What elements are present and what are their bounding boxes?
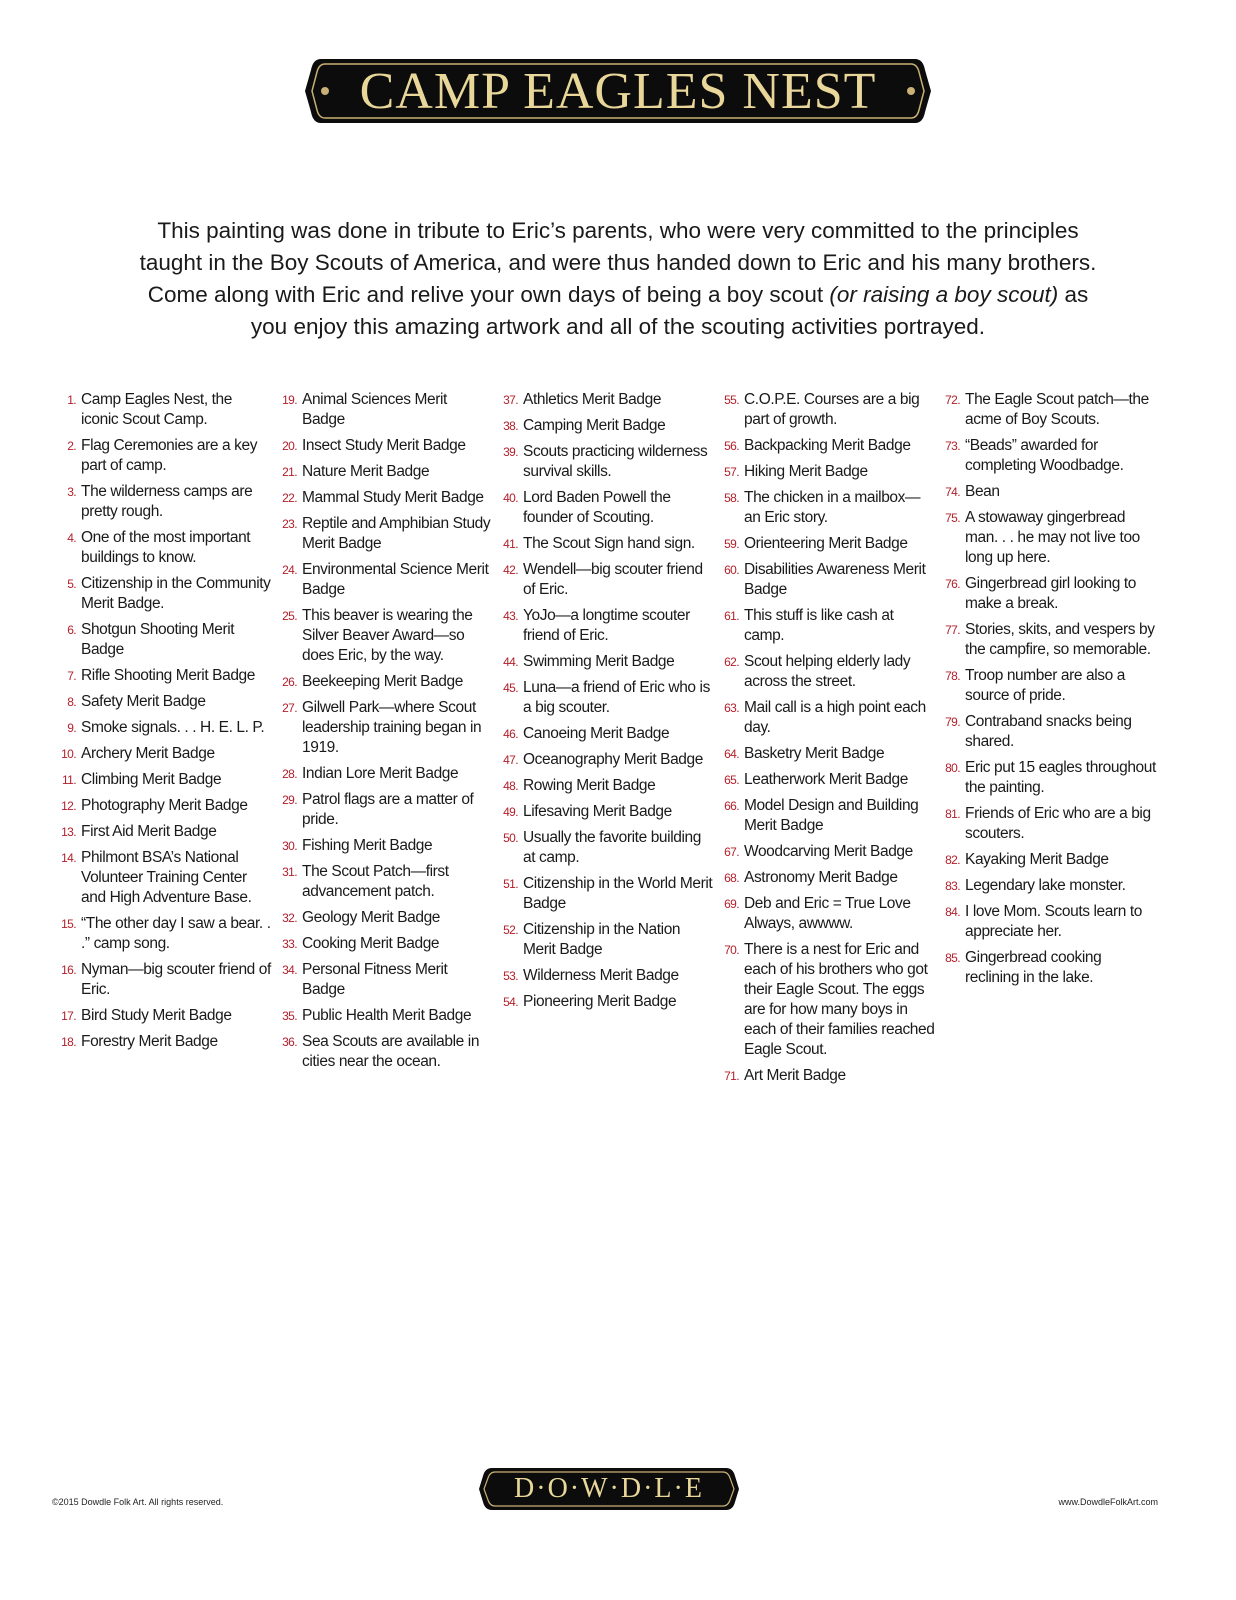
- legend-item-text: Art Merit Badge: [744, 1067, 846, 1084]
- dowdle-logo: [478, 1466, 740, 1512]
- legend-item-text: Indian Lore Merit Badge: [302, 765, 459, 782]
- legend-item: [719, 940, 935, 1060]
- legend-item: [498, 488, 714, 528]
- legend-item-number: 56.: [724, 439, 739, 453]
- legend-item: [56, 1006, 272, 1026]
- legend-item-number: 77.: [945, 623, 960, 637]
- legend-item-number: 83.: [945, 879, 960, 893]
- legend-column: [719, 390, 935, 1092]
- legend-item: [498, 920, 714, 960]
- legend-item-number: 57.: [724, 465, 739, 479]
- legend-item-number: 36.: [282, 1035, 297, 1049]
- legend-item-number: 47.: [503, 753, 518, 767]
- legend-item-text: Scout helping elderly lady across the street.: [744, 653, 911, 690]
- legend-item: [277, 934, 493, 954]
- legend-item: [277, 862, 493, 902]
- legend-item-text: Shotgun Shooting Merit Badge: [81, 621, 235, 658]
- legend-item-number: 62.: [724, 655, 739, 669]
- legend-item: [277, 606, 493, 666]
- legend-item-text: Woodcarving Merit Badge: [744, 843, 913, 860]
- legend-item-number: 55.: [724, 393, 739, 407]
- legend-item-text: Public Health Merit Badge: [302, 1007, 472, 1024]
- legend-item-text: Legendary lake monster.: [965, 877, 1126, 894]
- website-text: www.DowdleFolkArt.com: [1058, 1497, 1158, 1507]
- legend-item-number: 40.: [503, 491, 518, 505]
- legend-item: [719, 744, 935, 764]
- legend-item-text: Sea Scouts are available in cities near the ocean.: [302, 1033, 480, 1070]
- legend-item-number: 9.: [67, 721, 76, 735]
- legend-item: [56, 620, 272, 660]
- legend-item-number: 38.: [503, 419, 518, 433]
- legend-item: [719, 698, 935, 738]
- legend-item-text: Contraband snacks being shared.: [965, 713, 1132, 750]
- legend-item-text: This beaver is wearing the Silver Beaver Award—so does Eric, by the way.: [302, 607, 473, 664]
- legend-item: [940, 902, 1156, 942]
- intro-text-end: as you enjoy this amazing artwork and all of the scouting activities portrayed.: [250, 281, 1089, 339]
- legend-item-text: Wendell—big scouter friend of Eric.: [523, 561, 703, 598]
- legend-item-text: Troop number are also a source of pride.: [965, 667, 1125, 704]
- legend-item: [56, 796, 272, 816]
- copyright-text: ©2015 Dowdle Folk Art. All rights reserved.: [52, 1497, 224, 1507]
- legend-item-text: Eric put 15 eagles throughout the painting.: [965, 759, 1156, 796]
- legend-item-number: 37.: [503, 393, 518, 407]
- legend-item-number: 81.: [945, 807, 960, 821]
- legend-item-text: Citizenship in the Nation Merit Badge: [523, 921, 681, 958]
- legend-item-text: Gingerbread cooking reclining in the lake.: [965, 949, 1102, 986]
- legend-item-number: 78.: [945, 669, 960, 683]
- legend-item-text: Gilwell Park—where Scout leadership training began in 1919.: [302, 699, 482, 756]
- legend-item: [56, 666, 272, 686]
- legend-item-text: Canoeing Merit Badge: [523, 725, 670, 742]
- legend-item: [498, 828, 714, 868]
- legend-item-text: Beekeeping Merit Badge: [302, 673, 463, 690]
- legend-item-number: 6.: [67, 623, 76, 637]
- legend-item-text: YoJo—a longtime scouter friend of Eric.: [523, 607, 690, 644]
- legend-item: [56, 692, 272, 712]
- legend-item: [498, 678, 714, 718]
- legend-item-text: Athletics Merit Badge: [523, 391, 662, 408]
- legend-item-text: Oceanography Merit Badge: [523, 751, 703, 768]
- legend-item-number: 64.: [724, 747, 739, 761]
- legend-item-number: 75.: [945, 511, 960, 525]
- legend-item-number: 1.: [67, 393, 76, 407]
- legend-item-text: Geology Merit Badge: [302, 909, 441, 926]
- legend-item: [498, 442, 714, 482]
- legend-item-number: 51.: [503, 877, 518, 891]
- legend-item-text: Lord Baden Powell the founder of Scouting.: [523, 489, 671, 526]
- page-title: CAMP EAGLES NEST: [359, 62, 877, 120]
- legend-item-number: 12.: [61, 799, 76, 813]
- legend-item-text: Photography Merit Badge: [81, 797, 248, 814]
- legend-item-number: 44.: [503, 655, 518, 669]
- legend-item-number: 65.: [724, 773, 739, 787]
- legend-item: [940, 850, 1156, 870]
- legend-item-number: 63.: [724, 701, 739, 715]
- legend-item-number: 80.: [945, 761, 960, 775]
- legend-item-number: 73.: [945, 439, 960, 453]
- legend-item: [277, 560, 493, 600]
- legend-item: [719, 770, 935, 790]
- legend-item-number: 82.: [945, 853, 960, 867]
- legend-item: [719, 894, 935, 934]
- legend-item-number: 11.: [62, 773, 76, 787]
- legend-item: [940, 804, 1156, 844]
- legend-item-number: 69.: [724, 897, 739, 911]
- legend-item-number: 30.: [282, 839, 297, 853]
- legend-item: [277, 698, 493, 758]
- legend-item-number: 22.: [282, 491, 297, 505]
- intro-text: This painting was done in tribute to Eric’s parents, who were very committed to the principles taught in the Boy Scouts of America, and were thus handed down to Eric and his many brothers. Come along with Eric and relive your own days of being a boy scout: [139, 217, 1097, 307]
- legend-item: [940, 390, 1156, 430]
- legend-item-text: Safety Merit Badge: [81, 693, 206, 710]
- legend-item-text: Model Design and Building Merit Badge: [744, 797, 919, 834]
- legend-item-number: 4.: [67, 531, 76, 545]
- title-banner: [303, 56, 933, 126]
- legend-item-text: A stowaway gingerbread man. . . he may not live too long up here.: [965, 509, 1140, 566]
- legend-item: [498, 534, 714, 554]
- legend-item: [498, 416, 714, 436]
- legend-item-text: Rowing Merit Badge: [523, 777, 656, 794]
- legend-item: [940, 508, 1156, 568]
- legend-item-text: The wilderness camps are pretty rough.: [81, 483, 253, 520]
- legend-item-text: The chicken in a mailbox—an Eric story.: [744, 489, 921, 526]
- legend-item: [719, 560, 935, 600]
- legend-item-text: One of the most important buildings to know.: [81, 529, 251, 566]
- legend-item: [56, 528, 272, 568]
- legend-item: [277, 1032, 493, 1072]
- legend-item-number: 50.: [503, 831, 518, 845]
- legend-item: [719, 868, 935, 888]
- legend-item-text: “Beads” awarded for completing Woodbadge.: [965, 437, 1124, 474]
- legend-item-number: 46.: [503, 727, 518, 741]
- legend-item-number: 25.: [282, 609, 297, 623]
- legend-item-number: 27.: [282, 701, 297, 715]
- legend-item-number: 74.: [945, 485, 960, 499]
- legend-item: [719, 534, 935, 554]
- legend-item-number: 58.: [724, 491, 739, 505]
- legend-item-text: Usually the favorite building at camp.: [523, 829, 701, 866]
- legend-item: [56, 848, 272, 908]
- legend-item: [498, 874, 714, 914]
- legend-item-text: Mammal Study Merit Badge: [302, 489, 484, 506]
- legend-item: [56, 390, 272, 430]
- legend-item-number: 33.: [282, 937, 297, 951]
- legend-item-number: 17.: [61, 1009, 76, 1023]
- legend-item-text: Mail call is a high point each day.: [744, 699, 926, 736]
- legend-item-number: 76.: [945, 577, 960, 591]
- legend-item-text: Personal Fitness Merit Badge: [302, 961, 448, 998]
- legend-item: [277, 908, 493, 928]
- legend-item-number: 8.: [67, 695, 76, 709]
- legend-item-number: 66.: [724, 799, 739, 813]
- legend-item: [277, 514, 493, 554]
- legend-item-text: Bird Study Merit Badge: [81, 1007, 232, 1024]
- legend-item-number: 45.: [503, 681, 518, 695]
- legend-item-text: Wilderness Merit Badge: [523, 967, 679, 984]
- legend-item-number: 54.: [503, 995, 518, 1009]
- legend-item-number: 48.: [503, 779, 518, 793]
- legend-item: [56, 482, 272, 522]
- legend-item-text: Backpacking Merit Badge: [744, 437, 911, 454]
- legend-item: [719, 488, 935, 528]
- legend-item: [277, 462, 493, 482]
- legend-item: [56, 744, 272, 764]
- legend-item-number: 19.: [282, 393, 297, 407]
- legend-item-number: 79.: [945, 715, 960, 729]
- legend-item-number: 7.: [67, 669, 76, 683]
- legend-item: [940, 948, 1156, 988]
- legend-item-number: 84.: [945, 905, 960, 919]
- legend-item-text: Luna—a friend of Eric who is a big scouter.: [523, 679, 710, 716]
- legend-item: [719, 436, 935, 456]
- legend-item: [277, 764, 493, 784]
- legend-item: [498, 750, 714, 770]
- legend-item-text: The Eagle Scout patch—the acme of Boy Scouts.: [965, 391, 1149, 428]
- legend-item: [277, 488, 493, 508]
- legend-item-text: Archery Merit Badge: [81, 745, 215, 762]
- intro-paragraph: [130, 215, 1106, 343]
- legend-item-number: 53.: [503, 969, 518, 983]
- legend-item-text: Patrol flags are a matter of pride.: [302, 791, 474, 828]
- legend-item-text: Lifesaving Merit Badge: [523, 803, 672, 820]
- legend-item: [498, 652, 714, 672]
- legend-item-number: 42.: [503, 563, 518, 577]
- legend-item-text: Animal Sciences Merit Badge: [302, 391, 447, 428]
- legend-item: [498, 724, 714, 744]
- legend-item-number: 23.: [282, 517, 297, 531]
- legend-item-text: Deb and Eric = True Love Always, awwww.: [744, 895, 911, 932]
- legend-item-text: Stories, skits, and vespers by the campfire, so memorable.: [965, 621, 1155, 658]
- legend-item-number: 67.: [724, 845, 739, 859]
- legend-item-text: Smoke signals. . . H. E. L. P.: [81, 719, 265, 736]
- legend-item: [940, 876, 1156, 896]
- legend-item-number: 26.: [282, 675, 297, 689]
- legend-item-text: Fishing Merit Badge: [302, 837, 433, 854]
- legend-item-number: 43.: [503, 609, 518, 623]
- legend-item-number: 60.: [724, 563, 739, 577]
- legend-item-text: Rifle Shooting Merit Badge: [81, 667, 255, 684]
- legend-item: [719, 842, 935, 862]
- legend-item-text: Flag Ceremonies are a key part of camp.: [81, 437, 258, 474]
- legend-item-number: 13.: [61, 825, 76, 839]
- legend-item-number: 18.: [61, 1035, 76, 1049]
- legend-item-number: 10.: [61, 747, 76, 761]
- legend-item-text: Kayaking Merit Badge: [965, 851, 1109, 868]
- legend-item: [277, 836, 493, 856]
- legend-item-text: Pioneering Merit Badge: [523, 993, 677, 1010]
- legend-item-text: Camping Merit Badge: [523, 417, 666, 434]
- legend-item-number: 31.: [282, 865, 297, 879]
- legend-item-text: C.O.P.E. Courses are a big part of growth.: [744, 391, 920, 428]
- legend-item-number: 32.: [282, 911, 297, 925]
- legend-item: [277, 436, 493, 456]
- legend-column: [498, 390, 714, 1018]
- legend-item-text: The Scout Patch—first advancement patch.: [302, 863, 449, 900]
- legend-item: [56, 574, 272, 614]
- legend-item-number: 72.: [945, 393, 960, 407]
- legend-item-text: Orienteering Merit Badge: [744, 535, 908, 552]
- legend-item: [940, 620, 1156, 660]
- legend-item-number: 3.: [67, 485, 76, 499]
- legend-item-text: Swimming Merit Badge: [523, 653, 675, 670]
- legend-item: [940, 758, 1156, 798]
- legend-item: [277, 790, 493, 830]
- legend-item: [498, 966, 714, 986]
- legend-item: [498, 776, 714, 796]
- legend-column: [277, 390, 493, 1078]
- legend-column: [940, 390, 1156, 994]
- legend-item-number: 34.: [282, 963, 297, 977]
- legend-item: [940, 666, 1156, 706]
- legend-item: [940, 482, 1156, 502]
- legend-item: [498, 992, 714, 1012]
- legend-item: [56, 960, 272, 1000]
- legend-item: [277, 960, 493, 1000]
- legend-item-number: 21.: [282, 465, 297, 479]
- legend-item: [498, 802, 714, 822]
- legend-item-number: 71.: [724, 1069, 739, 1083]
- legend-item-number: 5.: [67, 577, 76, 591]
- legend-item-number: 2.: [67, 439, 76, 453]
- legend-item-number: 29.: [282, 793, 297, 807]
- intro-italic-text: (or raising a boy scout): [829, 281, 1059, 307]
- legend-item: [719, 462, 935, 482]
- legend-item-text: “The other day I saw a bear. . .” camp song.: [81, 915, 271, 952]
- legend-item-number: 35.: [282, 1009, 297, 1023]
- legend-item-text: Bean: [965, 483, 1000, 500]
- legend-item-number: 39.: [503, 445, 518, 459]
- legend-item-text: Nature Merit Badge: [302, 463, 430, 480]
- legend-item-text: Insect Study Merit Badge: [302, 437, 466, 454]
- legend-item-text: Environmental Science Merit Badge: [302, 561, 489, 598]
- legend-item: [498, 606, 714, 646]
- legend-item: [719, 390, 935, 430]
- legend-item-number: 15.: [61, 917, 76, 931]
- legend-item-number: 85.: [945, 951, 960, 965]
- legend-item-text: Citizenship in the Community Merit Badge.: [81, 575, 271, 612]
- legend-item: [277, 672, 493, 692]
- legend-item: [498, 390, 714, 410]
- legend-item: [277, 1006, 493, 1026]
- legend-item-text: Astronomy Merit Badge: [744, 869, 898, 886]
- legend-item: [719, 652, 935, 692]
- legend-item-number: 59.: [724, 537, 739, 551]
- legend-item: [719, 606, 935, 646]
- legend-item-number: 70.: [724, 943, 739, 957]
- legend-item: [56, 436, 272, 476]
- legend-item-text: First Aid Merit Badge: [81, 823, 217, 840]
- legend-item: [719, 796, 935, 836]
- legend-item: [56, 822, 272, 842]
- legend-item-number: 68.: [724, 871, 739, 885]
- legend-item-text: Citizenship in the World Merit Badge: [523, 875, 713, 912]
- legend-item: [56, 770, 272, 790]
- legend-item-text: Basketry Merit Badge: [744, 745, 885, 762]
- legend-item-text: Gingerbread girl looking to make a break.: [965, 575, 1136, 612]
- legend-item-text: Scouts practicing wilderness survival skills.: [523, 443, 708, 480]
- legend-item-text: Camp Eagles Nest, the iconic Scout Camp.: [81, 391, 232, 428]
- legend-item-number: 61.: [724, 609, 739, 623]
- legend-item: [719, 1066, 935, 1086]
- legend-item: [56, 718, 272, 738]
- legend-item-text: Leatherwork Merit Badge: [744, 771, 908, 788]
- legend-item: [277, 390, 493, 430]
- legend-item-number: 41.: [503, 537, 518, 551]
- legend-item-text: Reptile and Amphibian Study Merit Badge: [302, 515, 491, 552]
- logo-text: D·O·W·D·L·E: [514, 1473, 704, 1504]
- legend-item-text: Climbing Merit Badge: [81, 771, 222, 788]
- legend-item: [56, 914, 272, 954]
- legend-item-text: This stuff is like cash at camp.: [744, 607, 894, 644]
- legend-item-text: Friends of Eric who are a big scouters.: [965, 805, 1151, 842]
- legend-item: [940, 574, 1156, 614]
- legend-item-text: Nyman—big scouter friend of Eric.: [81, 961, 271, 998]
- legend-item-text: There is a nest for Eric and each of his brothers who got their Eagle Scout. The eggs are for how many boys in each of their families reached Eagle Scout.: [744, 941, 935, 1058]
- legend-item: [498, 560, 714, 600]
- legend-item-number: 49.: [503, 805, 518, 819]
- legend-item-number: 28.: [282, 767, 297, 781]
- legend-item-text: Disabilities Awareness Merit Badge: [744, 561, 926, 598]
- legend-item-text: Philmont BSA’s National Volunteer Training Center and High Adventure Base.: [81, 849, 252, 906]
- legend-item-number: 16.: [61, 963, 76, 977]
- legend-item-text: Forestry Merit Badge: [81, 1033, 218, 1050]
- legend-item: [940, 436, 1156, 476]
- legend-item-text: I love Mom. Scouts learn to appreciate her.: [965, 903, 1143, 940]
- legend-item-text: Hiking Merit Badge: [744, 463, 868, 480]
- legend-item: [940, 712, 1156, 752]
- legend-item-number: 24.: [282, 563, 297, 577]
- legend-item-text: The Scout Sign hand sign.: [523, 535, 695, 552]
- legend-column: [56, 390, 272, 1058]
- legend-item-number: 20.: [282, 439, 297, 453]
- legend-item-number: 52.: [503, 923, 518, 937]
- legend-item-text: Cooking Merit Badge: [302, 935, 440, 952]
- legend-item-number: 14.: [61, 851, 76, 865]
- legend-item: [56, 1032, 272, 1052]
